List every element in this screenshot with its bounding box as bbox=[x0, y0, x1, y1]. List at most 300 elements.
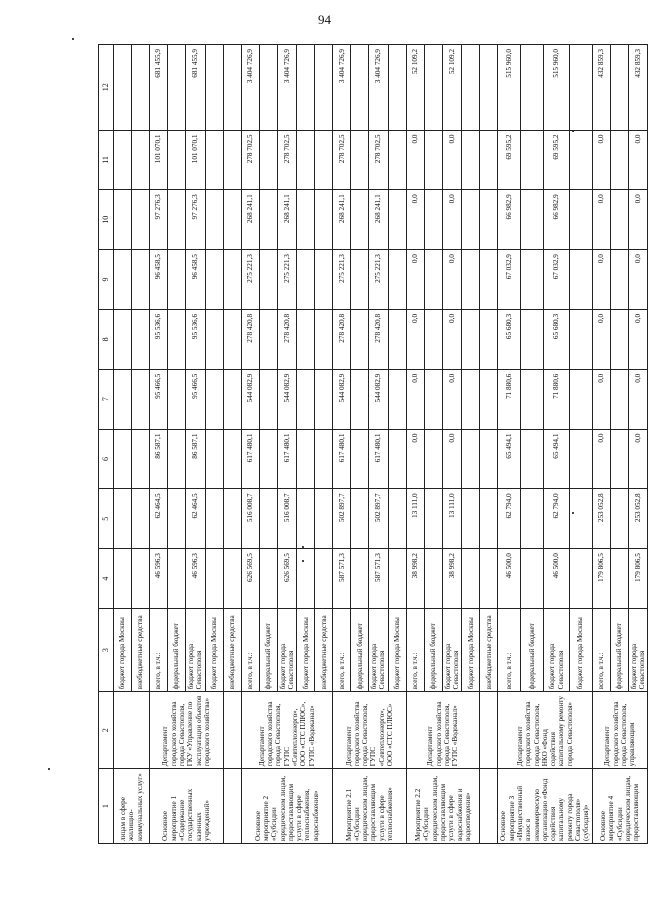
table-row bbox=[114, 45, 132, 844]
table-cell: федеральный бюджет bbox=[259, 609, 277, 692]
table-cell: бюджет города Москвы bbox=[114, 609, 132, 692]
table-cell bbox=[351, 429, 369, 489]
table-cell: бюджет города Севастополя bbox=[369, 609, 389, 692]
table-cell bbox=[259, 429, 277, 489]
table-row bbox=[406, 45, 424, 844]
table-cell: 97 276,3 bbox=[150, 190, 168, 250]
table-cell: 0,0 bbox=[628, 429, 648, 489]
table-cell bbox=[297, 250, 315, 310]
table-cell: 253 052,8 bbox=[592, 489, 610, 549]
table-cell bbox=[521, 429, 544, 489]
table-cell bbox=[223, 769, 241, 844]
table-cell: 0,0 bbox=[406, 250, 424, 310]
table-cell: 13 111,0 bbox=[442, 489, 462, 549]
table-cell: Основное мероприятие 1 «Содержание государственных казенных учреждений» bbox=[150, 769, 224, 844]
table-cell bbox=[168, 489, 186, 549]
table-cell bbox=[297, 309, 315, 369]
column-header: 6 bbox=[99, 429, 114, 489]
table-cell: 278 702,5 bbox=[333, 130, 351, 190]
table-cell: 62 464,5 bbox=[150, 489, 168, 549]
table-cell bbox=[521, 369, 544, 429]
table-cell bbox=[223, 692, 241, 769]
table-cell: 0,0 bbox=[592, 250, 610, 310]
table-cell: Департамент городского хозяйства города Севастополя, ГКУ «Управление по эксплуатации объектов городского хозяйства» bbox=[150, 692, 224, 769]
table-cell bbox=[424, 429, 442, 489]
table-cell: 0,0 bbox=[406, 130, 424, 190]
table-cell bbox=[388, 190, 406, 250]
table-cell bbox=[132, 549, 150, 609]
table-cell: 86 587,1 bbox=[150, 429, 168, 489]
table-cell: всего, в т.ч.: bbox=[592, 609, 610, 692]
budget-table bbox=[98, 44, 648, 844]
table-cell bbox=[388, 130, 406, 190]
table-cell: 0,0 bbox=[628, 190, 648, 250]
table-cell bbox=[259, 549, 277, 609]
table-cell bbox=[223, 489, 241, 549]
table-cell: всего, в т.ч.: bbox=[241, 609, 259, 692]
table-cell bbox=[315, 549, 333, 609]
table-row bbox=[223, 45, 241, 844]
table-cell bbox=[205, 369, 223, 429]
column-header: 9 bbox=[99, 250, 114, 310]
table-cell: 681 455,9 bbox=[186, 45, 206, 131]
table-cell: 278 420,8 bbox=[333, 309, 351, 369]
column-header: 1 bbox=[99, 769, 114, 844]
table-cell: бюджет города Москвы bbox=[297, 609, 315, 692]
table-cell bbox=[114, 309, 132, 369]
table-row bbox=[480, 45, 498, 844]
table-cell bbox=[297, 45, 315, 131]
table-cell bbox=[521, 130, 544, 190]
table-cell bbox=[223, 369, 241, 429]
table-cell bbox=[223, 429, 241, 489]
table-row bbox=[498, 45, 521, 844]
table-cell: 0,0 bbox=[592, 130, 610, 190]
table-cell: 0,0 bbox=[406, 369, 424, 429]
table-cell bbox=[462, 549, 480, 609]
table-cell bbox=[462, 489, 480, 549]
table-cell bbox=[610, 309, 628, 369]
table-cell bbox=[480, 369, 498, 429]
table-cell bbox=[521, 489, 544, 549]
table-cell bbox=[521, 309, 544, 369]
table-cell bbox=[521, 250, 544, 310]
table-cell bbox=[424, 369, 442, 429]
table-cell: 587 571,3 bbox=[369, 549, 389, 609]
table-cell bbox=[205, 429, 223, 489]
table-cell bbox=[351, 250, 369, 310]
table-cell: 0,0 bbox=[406, 309, 424, 369]
table-cell: 268 241,1 bbox=[241, 190, 259, 250]
table-cell: 0,0 bbox=[592, 309, 610, 369]
table-cell: 626 569,5 bbox=[277, 549, 297, 609]
table-cell bbox=[297, 369, 315, 429]
table-cell bbox=[132, 489, 150, 549]
table-cell bbox=[114, 549, 132, 609]
table-cell: 0,0 bbox=[592, 369, 610, 429]
table-cell: 0,0 bbox=[628, 369, 648, 429]
table-cell bbox=[114, 692, 150, 769]
table-cell bbox=[569, 549, 592, 609]
table-cell bbox=[610, 489, 628, 549]
table-cell: 96 458,5 bbox=[150, 250, 168, 310]
table-cell: федеральный бюджет bbox=[610, 609, 628, 692]
table-cell bbox=[205, 309, 223, 369]
table-cell bbox=[462, 309, 480, 369]
table-cell bbox=[610, 45, 628, 131]
table-cell bbox=[521, 45, 544, 131]
table-cell bbox=[259, 45, 277, 131]
table-cell bbox=[315, 250, 333, 310]
table-cell: Департамент городского хозяйства города Севастополя, НКО «Фонд содействия капитальному ремонту города Севастополя» bbox=[498, 692, 592, 769]
table-cell: 502 897,7 bbox=[369, 489, 389, 549]
table-cell: 66 982,9 bbox=[544, 190, 569, 250]
table-cell bbox=[480, 45, 498, 131]
scan-speck bbox=[72, 38, 74, 40]
table-cell: 0,0 bbox=[592, 190, 610, 250]
table-cell: 46 500,0 bbox=[498, 549, 521, 609]
table-cell: федеральный бюджет bbox=[521, 609, 544, 692]
table-cell bbox=[462, 130, 480, 190]
table-cell: 278 702,5 bbox=[369, 130, 389, 190]
table-cell: 97 276,3 bbox=[186, 190, 206, 250]
table-cell: 3 404 726,9 bbox=[333, 45, 351, 131]
table-cell: 62 794,0 bbox=[498, 489, 521, 549]
table-cell: всего, в т.ч.: bbox=[150, 609, 168, 692]
table-cell: 67 032,9 bbox=[498, 250, 521, 310]
table-cell: Департамент городского хозяйства города Севастополя, ГУПС «Севтеплоэнерго», ООО «СТС ПЛЮС», ГУПС «Водоканал» bbox=[241, 692, 333, 769]
table-cell: всего, в т.ч.: bbox=[333, 609, 351, 692]
table-cell bbox=[168, 190, 186, 250]
table-cell: 0,0 bbox=[442, 190, 462, 250]
table-cell: 617 480,1 bbox=[369, 429, 389, 489]
table-cell bbox=[610, 130, 628, 190]
table-cell bbox=[259, 130, 277, 190]
table-cell: 516 008,7 bbox=[241, 489, 259, 549]
table-cell: 101 070,1 bbox=[186, 130, 206, 190]
table-cell bbox=[223, 130, 241, 190]
table-cell: всего, в т.ч.: bbox=[406, 609, 424, 692]
table-cell bbox=[351, 309, 369, 369]
table-cell: 179 806,5 bbox=[592, 549, 610, 609]
table-cell: бюджет города Севастополя bbox=[442, 609, 462, 692]
table-cell: 65 494,1 bbox=[498, 429, 521, 489]
table-cell bbox=[424, 549, 442, 609]
table-cell bbox=[388, 369, 406, 429]
table-cell: 0,0 bbox=[442, 369, 462, 429]
table-header-row bbox=[99, 45, 114, 844]
table-cell bbox=[388, 549, 406, 609]
table-cell: 101 070,1 bbox=[150, 130, 168, 190]
column-header: 8 bbox=[99, 309, 114, 369]
table-cell bbox=[569, 369, 592, 429]
table-cell bbox=[315, 369, 333, 429]
table-cell bbox=[388, 309, 406, 369]
table-cell: 69 595,2 bbox=[544, 130, 569, 190]
table-cell bbox=[351, 489, 369, 549]
table-cell bbox=[569, 130, 592, 190]
column-header: 2 bbox=[99, 692, 114, 769]
table-cell: 46 500,0 bbox=[544, 549, 569, 609]
table-cell: 65 680,3 bbox=[498, 309, 521, 369]
table-cell: 681 455,9 bbox=[150, 45, 168, 131]
table-cell: 275 221,3 bbox=[241, 250, 259, 310]
table-cell: 278 420,8 bbox=[241, 309, 259, 369]
table-cell: 432 859,3 bbox=[628, 45, 648, 131]
table-cell: 278 420,8 bbox=[277, 309, 297, 369]
table-cell bbox=[315, 190, 333, 250]
table-cell bbox=[610, 190, 628, 250]
table-cell: Основное мероприятие 4 «Субсидии юридическим лицам, предоставляющим bbox=[592, 769, 648, 844]
table-cell bbox=[462, 250, 480, 310]
table-cell bbox=[315, 45, 333, 131]
table-cell bbox=[569, 45, 592, 131]
table-cell bbox=[424, 130, 442, 190]
table-cell: 95 536,6 bbox=[150, 309, 168, 369]
table-cell bbox=[388, 489, 406, 549]
table-cell bbox=[480, 190, 498, 250]
table-cell bbox=[259, 309, 277, 369]
table-cell: бюджет города Москвы bbox=[462, 609, 480, 692]
table-cell: 544 082,9 bbox=[333, 369, 351, 429]
table-row bbox=[150, 45, 168, 844]
table-cell bbox=[205, 190, 223, 250]
table-cell: 278 702,5 bbox=[241, 130, 259, 190]
table-cell: 95 466,5 bbox=[150, 369, 168, 429]
table-cell bbox=[424, 489, 442, 549]
table-cell bbox=[351, 369, 369, 429]
table-cell bbox=[114, 130, 132, 190]
table-cell: 46 596,3 bbox=[186, 549, 206, 609]
table-cell bbox=[424, 45, 442, 131]
table-cell bbox=[168, 130, 186, 190]
table-cell bbox=[223, 309, 241, 369]
table-cell bbox=[424, 250, 442, 310]
table-cell: 268 241,1 bbox=[369, 190, 389, 250]
table-cell bbox=[424, 309, 442, 369]
table-cell bbox=[132, 369, 150, 429]
table-cell: 544 082,9 bbox=[369, 369, 389, 429]
table-cell bbox=[480, 429, 498, 489]
table-cell: бюджет города Москвы bbox=[569, 609, 592, 692]
table-cell bbox=[569, 190, 592, 250]
table-cell bbox=[610, 369, 628, 429]
table-cell: 66 982,9 bbox=[498, 190, 521, 250]
table-cell: 95 466,5 bbox=[186, 369, 206, 429]
table-cell bbox=[462, 190, 480, 250]
table-cell: бюджет города Севастополя bbox=[277, 609, 297, 692]
table-cell bbox=[351, 549, 369, 609]
table-cell bbox=[351, 190, 369, 250]
table-cell: 52 109,2 bbox=[406, 45, 424, 131]
table-cell: 62 794,0 bbox=[544, 489, 569, 549]
table-cell bbox=[315, 130, 333, 190]
table-cell bbox=[297, 489, 315, 549]
table-cell: бюджет города Севастополя bbox=[628, 609, 648, 692]
table-cell bbox=[351, 130, 369, 190]
table-cell bbox=[205, 45, 223, 131]
table-cell: 626 569,5 bbox=[241, 549, 259, 609]
table-cell: 278 420,8 bbox=[369, 309, 389, 369]
table-cell bbox=[223, 250, 241, 310]
table-cell: 0,0 bbox=[628, 130, 648, 190]
table-cell: бюджет города Москвы bbox=[205, 609, 223, 692]
table-cell: внебюджетные средства bbox=[223, 609, 241, 692]
table-cell bbox=[132, 250, 150, 310]
table-cell: 38 998,2 bbox=[442, 549, 462, 609]
table-cell: 0,0 bbox=[406, 429, 424, 489]
scan-speck bbox=[48, 768, 50, 770]
table-cell bbox=[569, 250, 592, 310]
table-cell bbox=[259, 190, 277, 250]
table-cell bbox=[462, 429, 480, 489]
table-cell: 0,0 bbox=[406, 190, 424, 250]
table-cell: 587 571,3 bbox=[333, 549, 351, 609]
table-cell: 0,0 bbox=[628, 250, 648, 310]
table-cell bbox=[223, 190, 241, 250]
table-cell bbox=[259, 250, 277, 310]
table-cell: 52 109,2 bbox=[442, 45, 462, 131]
table-cell: 0,0 bbox=[442, 309, 462, 369]
table-cell: 62 464,5 bbox=[186, 489, 206, 549]
table-cell bbox=[297, 190, 315, 250]
table-cell: 515 960,0 bbox=[544, 45, 569, 131]
table-cell bbox=[610, 250, 628, 310]
table-cell bbox=[610, 549, 628, 609]
table-cell: внебюджетные средства bbox=[315, 609, 333, 692]
table-cell: Основное мероприятие 2 «Субсидии юридическим лицам, предоставляющим услуги в сфере теплоснабжения, водоснабжения» bbox=[241, 769, 333, 844]
table-cell bbox=[168, 549, 186, 609]
table-cell bbox=[259, 369, 277, 429]
table-cell: 432 859,3 bbox=[592, 45, 610, 131]
table-row bbox=[592, 45, 610, 844]
page-number: 94 bbox=[318, 12, 331, 27]
column-header: 10 bbox=[99, 190, 114, 250]
table-cell: 275 221,3 bbox=[277, 250, 297, 310]
table-cell: 179 806,5 bbox=[628, 549, 648, 609]
table-cell: 544 082,9 bbox=[277, 369, 297, 429]
table-cell: федеральный бюджет bbox=[351, 609, 369, 692]
table-cell: всего, в т.ч.: bbox=[498, 609, 521, 692]
table-cell: 516 008,7 bbox=[277, 489, 297, 549]
table-cell: 544 082,9 bbox=[241, 369, 259, 429]
table-cell bbox=[388, 250, 406, 310]
table-cell: 617 480,1 bbox=[241, 429, 259, 489]
table-cell: 515 960,0 bbox=[498, 45, 521, 131]
table-cell: федеральный бюджет bbox=[424, 609, 442, 692]
table-cell: 86 587,1 bbox=[186, 429, 206, 489]
table-cell: Мероприятие 2.2 «Субсидии юридическим лицам, предоставляющим услуги в сфере водоснабжения и водоотведения» bbox=[406, 769, 480, 844]
table-cell: Основное мероприятие 3 «Имущественный взнос в некоммерческую организацию «Фонд содействия капитальному ремонту города Севастополя» (субсидия)» bbox=[498, 769, 592, 844]
column-header: 5 bbox=[99, 489, 114, 549]
table-cell bbox=[114, 190, 132, 250]
column-header: 11 bbox=[99, 130, 114, 190]
table-cell: 502 897,7 bbox=[333, 489, 351, 549]
table-cell: лицам в сфере жилищно-коммунальных услуг» bbox=[114, 769, 150, 844]
table-cell: федеральный бюджет bbox=[168, 609, 186, 692]
table-cell bbox=[168, 250, 186, 310]
table-cell bbox=[114, 369, 132, 429]
table-cell bbox=[168, 369, 186, 429]
table-cell: 617 480,1 bbox=[277, 429, 297, 489]
table-cell bbox=[132, 45, 150, 131]
table-cell: Мероприятие 2.1 «Субсидии юридическим лицам, предоставляющим услуги в сфере теплоснабжения» bbox=[333, 769, 407, 844]
table-cell: 38 998,2 bbox=[406, 549, 424, 609]
table-cell bbox=[297, 429, 315, 489]
table-cell: 69 595,2 bbox=[498, 130, 521, 190]
table-cell: 268 241,1 bbox=[333, 190, 351, 250]
table-cell bbox=[521, 549, 544, 609]
table-cell: 65 680,3 bbox=[544, 309, 569, 369]
table-cell bbox=[315, 429, 333, 489]
table-cell bbox=[114, 45, 132, 131]
table-cell bbox=[205, 250, 223, 310]
table-cell: 0,0 bbox=[442, 250, 462, 310]
table-cell bbox=[114, 489, 132, 549]
table-cell: бюджет города Севастополя bbox=[544, 609, 569, 692]
table-cell bbox=[388, 429, 406, 489]
table-cell: Департамент городского хозяйства города Севастополя, ГУПС «Водоканал» bbox=[406, 692, 480, 769]
table-cell bbox=[223, 549, 241, 609]
table-cell bbox=[223, 45, 241, 131]
table-cell: Департамент городского хозяйства города Севастополя, ГУПС «Севтеплоэнерго», ООО «СТС ПЛЮС» bbox=[333, 692, 407, 769]
table-cell: 253 052,8 bbox=[628, 489, 648, 549]
table-cell: 96 458,5 bbox=[186, 250, 206, 310]
table-cell bbox=[205, 130, 223, 190]
table-cell bbox=[114, 429, 132, 489]
table-row bbox=[333, 45, 351, 844]
table-cell bbox=[259, 489, 277, 549]
table-cell bbox=[114, 250, 132, 310]
table-cell: внебюджетные средства bbox=[132, 609, 150, 692]
table-cell bbox=[480, 130, 498, 190]
table-cell: 3 404 726,9 bbox=[277, 45, 297, 131]
table-cell: 71 880,6 bbox=[544, 369, 569, 429]
table-cell bbox=[132, 309, 150, 369]
table-cell bbox=[424, 190, 442, 250]
table-cell bbox=[480, 549, 498, 609]
table-cell bbox=[205, 549, 223, 609]
table-cell bbox=[569, 429, 592, 489]
table-cell bbox=[521, 190, 544, 250]
table-cell bbox=[297, 549, 315, 609]
table-cell: 0,0 bbox=[628, 309, 648, 369]
table-cell bbox=[168, 45, 186, 131]
table-cell: 71 880,6 bbox=[498, 369, 521, 429]
table-cell: 3 404 726,9 bbox=[369, 45, 389, 131]
table-cell bbox=[480, 769, 498, 844]
table-cell: 95 536,6 bbox=[186, 309, 206, 369]
table-cell bbox=[297, 130, 315, 190]
table-cell bbox=[388, 45, 406, 131]
table-cell bbox=[315, 309, 333, 369]
table-row bbox=[241, 45, 259, 844]
table-cell: Департамент городского хозяйства города Севастополя, управляющим bbox=[592, 692, 648, 769]
table-cell: 65 494,1 bbox=[544, 429, 569, 489]
table-cell: бюджет города Севастополя bbox=[186, 609, 206, 692]
table-cell: 617 480,1 bbox=[333, 429, 351, 489]
table-cell: 268 241,1 bbox=[277, 190, 297, 250]
table-cell bbox=[205, 489, 223, 549]
table-cell bbox=[480, 309, 498, 369]
table-cell bbox=[569, 489, 592, 549]
table-cell: 3 404 726,9 bbox=[241, 45, 259, 131]
table-cell: 13 111,0 bbox=[406, 489, 424, 549]
table-cell bbox=[168, 309, 186, 369]
table-cell: 278 702,5 bbox=[277, 130, 297, 190]
table-cell: 67 032,9 bbox=[544, 250, 569, 310]
column-header: 7 bbox=[99, 369, 114, 429]
